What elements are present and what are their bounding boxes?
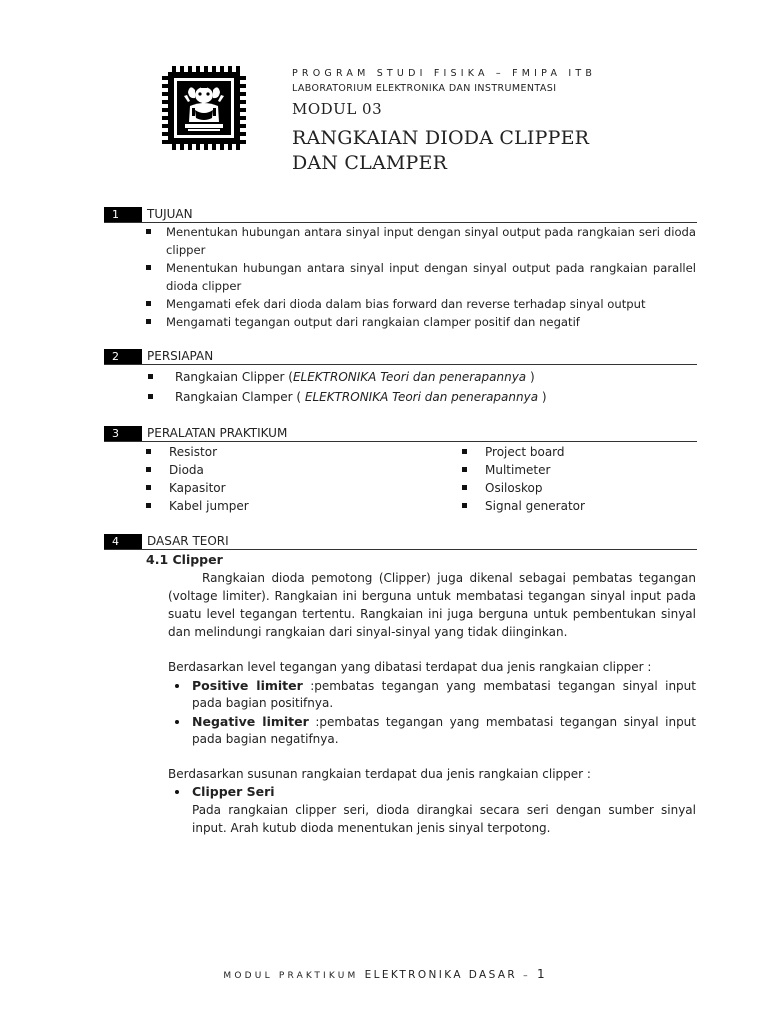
bullet-square-icon bbox=[462, 467, 467, 472]
bullet-square-icon bbox=[462, 449, 467, 454]
section-title: TUJUAN bbox=[147, 207, 193, 221]
bullet-square-icon bbox=[146, 229, 151, 234]
section-heading-persiapan bbox=[104, 349, 697, 365]
module-number: MODUL 03 bbox=[292, 100, 383, 118]
section-heading-dasar-teori bbox=[104, 534, 697, 550]
section-number: 4 bbox=[104, 534, 142, 549]
paragraph-clipper-intro: Rangkaian dioda pemotong (Clipper) juga dikenal sebagai pembatas tegangan (voltage limiter). Rangkaian ini berguna untuk membatasi tegangan sinyal input pada suatu level tegangan tertentu. Rangkaian ini juga berguna untuk pembentukan sinyal dan melindungi rangkaian dari sinyal-sinyal yang tidak diinginkan. bbox=[168, 571, 696, 639]
list-item: Menentukan hubungan antara sinyal input dengan sinyal output pada rangkaian parallel dioda clipper bbox=[146, 259, 696, 295]
list-item: Clipper Seri Pada rangkaian clipper seri, dioda dirangkai secara seri dengan sumber sinyal input. Arah kutub dioda menentukan jenis sinyal terpotong. bbox=[168, 783, 696, 837]
itb-ganesha-logo bbox=[162, 66, 246, 150]
bullet-square-icon bbox=[146, 503, 151, 508]
module-title-line-1: RANGKAIAN DIODA CLIPPER bbox=[292, 127, 590, 149]
bullet-square-icon bbox=[146, 301, 151, 306]
limiter-list bbox=[168, 677, 696, 748]
tujuan-list bbox=[146, 223, 696, 331]
list-item: Kapasitor bbox=[146, 479, 249, 497]
paragraph-circuit-types: Berdasarkan susunan rangkaian terdapat dua jenis rangkaian clipper : bbox=[168, 767, 591, 781]
list-item: Dioda bbox=[146, 461, 249, 479]
persiapan-list bbox=[148, 367, 696, 407]
list-item: Resistor bbox=[146, 443, 249, 461]
clipper-type-list bbox=[168, 783, 696, 837]
bullet-square-icon bbox=[146, 467, 151, 472]
module-title bbox=[292, 126, 589, 176]
list-item: Menentukan hubungan antara sinyal input dengan sinyal output pada rangkaian seri dioda clipper bbox=[146, 223, 696, 259]
list-item: Multimeter bbox=[462, 461, 585, 479]
list-item: Signal generator bbox=[462, 497, 585, 515]
section-heading-peralatan bbox=[104, 426, 697, 442]
bullet-square-icon bbox=[146, 265, 151, 270]
program-label: PROGRAM STUDI FISIKA – FMIPA ITB bbox=[292, 68, 597, 79]
bullet-square-icon bbox=[146, 319, 151, 324]
subsection-title: 4.1 Clipper bbox=[146, 552, 223, 567]
bullet-square-icon bbox=[148, 374, 153, 379]
list-item: Rangkaian Clipper (ELEKTRONIKA Teori dan penerapannya ) bbox=[148, 367, 696, 387]
section-number: 3 bbox=[104, 426, 142, 441]
bullet-square-icon bbox=[462, 485, 467, 490]
bullet-square-icon bbox=[462, 503, 467, 508]
module-title-line-2: DAN CLAMPER bbox=[292, 152, 448, 174]
page-number: 1 bbox=[536, 967, 545, 981]
section-title: DASAR TEORI bbox=[147, 534, 229, 548]
section-number: 2 bbox=[104, 349, 142, 364]
paragraph-level-types: Berdasarkan level tegangan yang dibatasi terdapat dua jenis rangkaian clipper : bbox=[168, 660, 652, 674]
lab-label: LABORATORIUM ELEKTRONIKA DAN INSTRUMENTASI bbox=[292, 83, 557, 94]
list-item: Kabel jumper bbox=[146, 497, 249, 515]
section-title: PERALATAN PRAKTIKUM bbox=[147, 426, 288, 440]
list-item: Project board bbox=[462, 443, 585, 461]
bullet-dot-icon bbox=[175, 684, 179, 688]
list-item: Positive limiter :pembatas tegangan yang membatasi tegangan sinyal input pada bagian positifnya. bbox=[168, 677, 696, 712]
section-number: 1 bbox=[104, 207, 142, 222]
bullet-square-icon bbox=[148, 394, 153, 399]
list-item: Rangkaian Clamper ( ELEKTRONIKA Teori dan penerapannya ) bbox=[148, 387, 696, 407]
bullet-dot-icon bbox=[175, 790, 179, 794]
section-title: PERSIAPAN bbox=[147, 349, 214, 363]
peralatan-list-left bbox=[146, 443, 249, 515]
bullet-square-icon bbox=[146, 449, 151, 454]
section-heading-tujuan bbox=[104, 207, 697, 223]
bullet-square-icon bbox=[146, 485, 151, 490]
list-item: Osiloskop bbox=[462, 479, 585, 497]
list-item: Mengamati efek dari dioda dalam bias forward dan reverse terhadap sinyal output bbox=[146, 295, 696, 313]
list-item: Mengamati tegangan output dari rangkaian clamper positif dan negatif bbox=[146, 313, 696, 331]
bullet-dot-icon bbox=[175, 720, 179, 724]
list-item: Negative limiter :pembatas tegangan yang membatasi tegangan sinyal input pada bagian negatifnya. bbox=[168, 713, 696, 748]
page-footer: MODUL PRAKTIKUM ELEKTRONIKA DASAR – 1 bbox=[223, 967, 545, 981]
peralatan-list-right bbox=[462, 443, 585, 515]
